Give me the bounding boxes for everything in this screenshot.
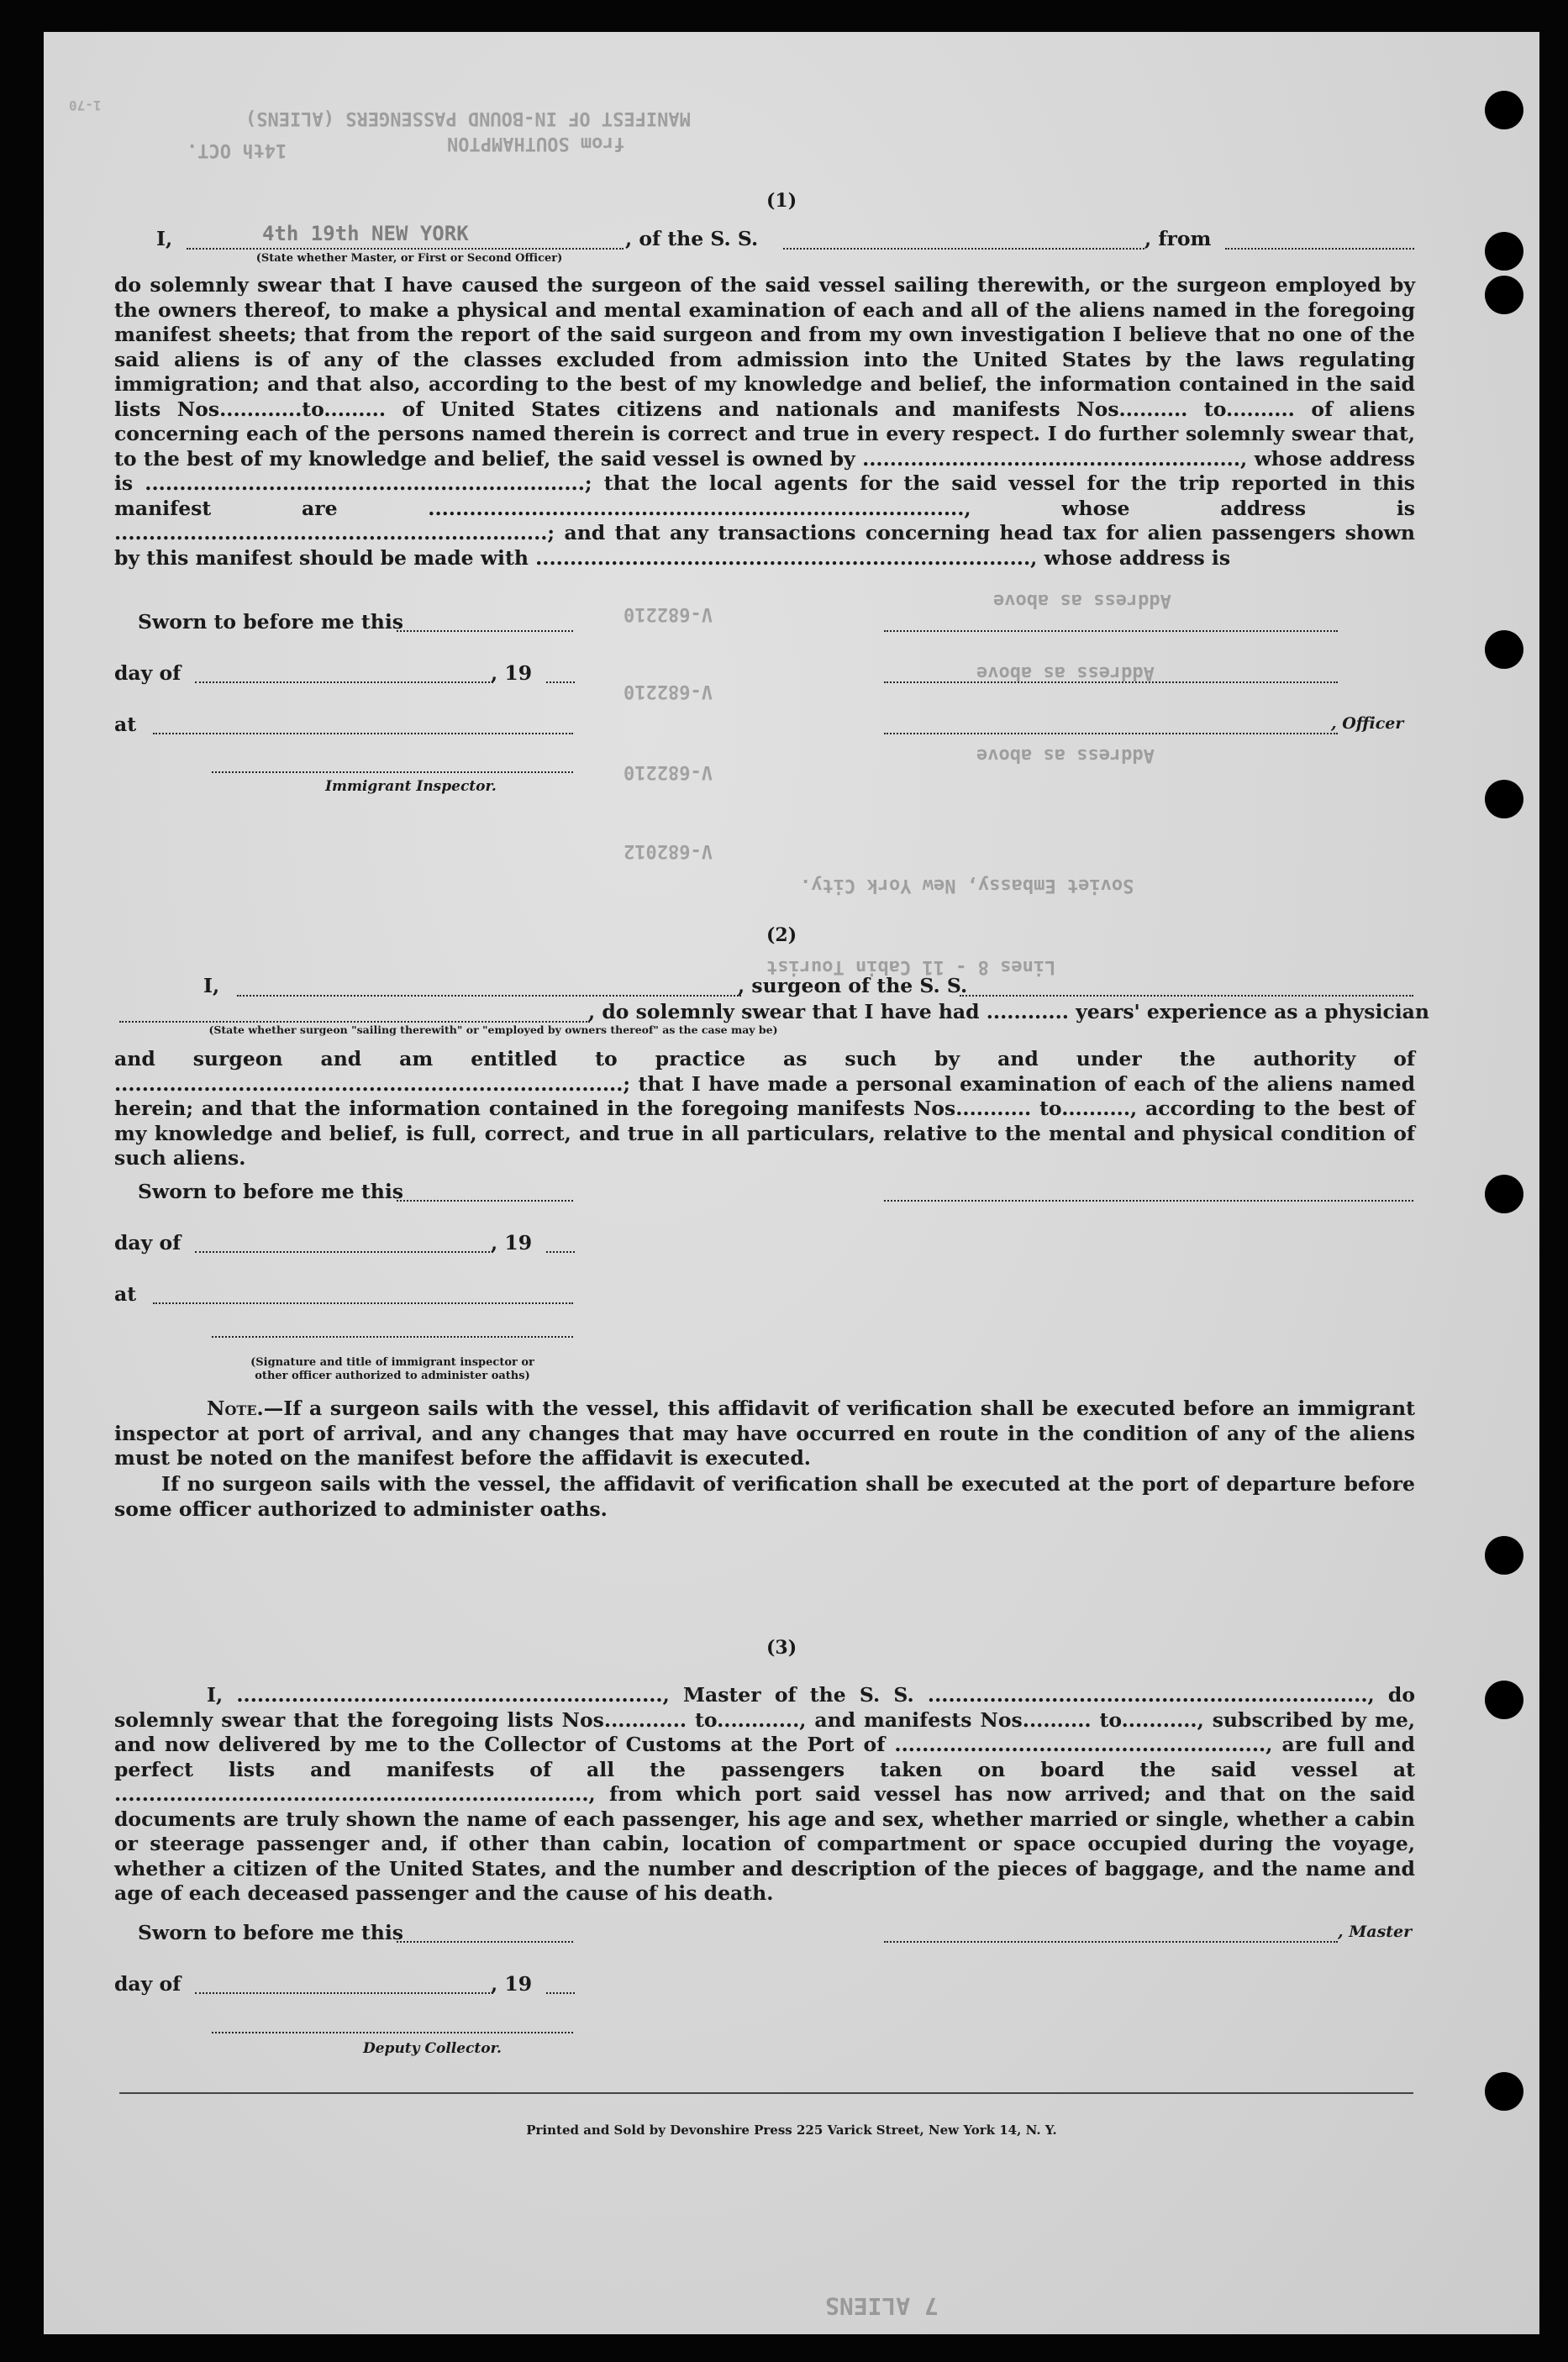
day-of-label-1: day of: [114, 661, 182, 685]
binder-hole: [1485, 780, 1523, 818]
from-port-field[interactable]: [1225, 248, 1414, 250]
officer-title-caption: (State whether Master, or First or Second Officer): [255, 252, 563, 265]
deputy-collector-caption: Deputy Collector.: [363, 2040, 502, 2057]
year-field-3[interactable]: [546, 1992, 575, 1994]
section-2-i-label: I,: [203, 974, 220, 997]
binder-hole: [1485, 232, 1523, 271]
ghost-cabin-lines: Lines 8 - 11 Cabin Tourist: [766, 956, 1056, 977]
surgeon-vessel-field[interactable]: [960, 995, 1413, 997]
binder-hole: [1485, 630, 1523, 669]
surgeon-signature-field[interactable]: [884, 1200, 1413, 1202]
section-2-heading: (2): [766, 924, 797, 946]
day-of-field-3[interactable]: [195, 1992, 493, 1994]
immigrant-inspector-caption: Immigrant Inspector.: [325, 778, 497, 795]
officer-signature-field-1[interactable]: [884, 630, 1338, 632]
surgeon-of-ss-label: , surgeon of the S. S.: [738, 974, 968, 997]
footer-rule: [119, 2092, 1413, 2094]
surgeon-name-field[interactable]: [237, 995, 741, 997]
at-field-1[interactable]: [153, 733, 573, 734]
binder-hole: [1485, 1175, 1523, 1213]
deputy-collector-signature-field[interactable]: [212, 2032, 573, 2033]
inspector-signature-field[interactable]: [212, 771, 573, 773]
sworn-label-3: Sworn to before me this: [138, 1921, 404, 1944]
officer-label: , Officer: [1331, 714, 1404, 733]
section-1-oath-text: do solemnly swear that I have caused the surgeon of the said vessel sailing therewith, or the surgeon employed by the owners thereof, to make a physical and mental examination of each and all of the aliens named in the foregoing manifest sheets; that from the report of the said surgeon and from my own investigation I believe that no one of the said aliens is of any of the classes excluded from admission into the United States by the laws regulating immigration; and that also, according to the best of my knowledge and belief, the information contained in the said lists Nos............to......... of United States citizens and nationals and manifests Nos.......... to.......... of aliens concerning each of the persons named therein is correct and true in every respect. I do further solemnly swear that, to the best of my knowledge and belief, the said vessel is owned by ......................................................., whose address is ................................................................; that the local agents for the said vessel for the trip reported in this manifest are .............................................................................., whose address is ...............................................................; and that any transactions concerning head tax for alien passengers shown by this manifest should be made with ........................................................................, whose address is: [114, 273, 1415, 570]
ghost-visa-number: V-682012: [624, 840, 713, 861]
at-label-1: at: [114, 713, 137, 736]
sworn-label-1: Sworn to before me this: [138, 610, 404, 634]
note-text: —If a surgeon sails with the vessel, this affidavit of verification shall be executed before an immigrant inspector at port of arrival, and any changes that may have occurred en route in the condition of any of the aliens must be noted on the manifest before the affidavit is executed.: [114, 1397, 1415, 1470]
printer-imprint: Printed and Sold by Devonshire Press 225 Varick Street, New York 14, N. Y.: [526, 2123, 1057, 2138]
ghost-visa-number: V-682210: [624, 603, 713, 624]
year-label-3: , 19: [491, 1972, 533, 1996]
note-paragraph: [114, 1397, 1415, 1471]
surgeon-status-field[interactable]: [119, 1021, 590, 1023]
section-1-officer-line: [156, 227, 172, 250]
note-paragraph-2: If no surgeon sails with the vessel, the affidavit of verification shall be executed at the port of departure before some officer authorized to administer oaths.: [114, 1472, 1415, 1521]
ghost-address: Address as above: [976, 662, 1155, 683]
officer-title-field[interactable]: [187, 248, 624, 250]
year-field-2[interactable]: [546, 1251, 575, 1253]
surgeon-status-caption: (State whether surgeon "sailing therewith" or "employed by owners thereof" as the case may be): [208, 1023, 778, 1036]
binder-hole: [1485, 1536, 1523, 1575]
surgeon-oath-line: , do solemnly swear that I have had ............ years' experience as a physician: [588, 1000, 1429, 1023]
sworn-date-field-3[interactable]: [397, 1941, 573, 1943]
officer-signature-field-3[interactable]: [884, 733, 1338, 734]
officer-sig-field-2[interactable]: [212, 1336, 573, 1338]
section-1-heading: (1): [766, 190, 797, 212]
at-field-2[interactable]: [153, 1302, 573, 1304]
ghost-embassy: Soviet Embassy, New York City.: [800, 875, 1134, 896]
vessel-name-field[interactable]: [783, 248, 1144, 250]
ghost-aliens-count: 7 ALIENS: [825, 2292, 939, 2320]
day-of-label-2: day of: [114, 1231, 182, 1255]
at-label-2: at: [114, 1282, 137, 1306]
binder-hole: [1485, 1681, 1523, 1719]
sworn-label-2: Sworn to before me this: [138, 1180, 404, 1203]
ghost-address: Address as above: [993, 590, 1171, 611]
typed-officer-date: 4th 19th NEW YORK: [262, 222, 469, 245]
section-2-oath-text: and surgeon and am entitled to practice as such by and under the authority of ..........................................................................; that I have made a personal examination of each of the aliens named herein; and that the information contained in the foregoing manifests Nos........... to.........., according to the best of my knowledge and belief, is full, correct, and true in all particulars, relative to the mental and physical condition of such aliens.: [114, 1047, 1415, 1170]
master-label: , Master: [1338, 1923, 1413, 1941]
binder-hole: [1485, 276, 1523, 314]
section-3-oath-text: I, .............................................................., Master of the S. S. ................................................................, do solemnly swear that the foregoing lists Nos............ to............, and manifests Nos.......... to..........., subscribed by me, and now delivered by me to the Collector of Customs at the Port of ......................................................, are full and perfect lists and manifests of all the passengers taken on board the said vessel at ....................................................................., from which port said vessel has now arrived; and that on the said documents are truly shown the name of each passenger, his age and sex, whether married or single, whether a cabin or steerage passenger and, if other than cabin, location of compartment or space occupied during the voyage, whether a citizen of the United States, and the number and description of the pieces of baggage, and the name and age of each deceased passenger and the cause of his death.: [114, 1683, 1415, 1905]
year-label-2: , 19: [491, 1231, 533, 1255]
binder-hole: [1485, 2072, 1523, 2111]
binder-hole: [1485, 91, 1523, 129]
manifest-back-page: [44, 32, 1539, 2334]
note-label: Note.: [207, 1397, 264, 1420]
ghost-header-title: MANIFEST OF IN-BOUND PASSENGERS (ALIENS): [245, 108, 691, 129]
ghost-visa-number: V-682210: [624, 761, 713, 782]
ghost-header-date: 14th OCT.: [187, 139, 287, 160]
ghost-form-number: 1-70: [69, 97, 102, 113]
ghost-address: Address as above: [976, 744, 1155, 765]
of-the-ss-label: , of the S. S.: [625, 227, 759, 250]
from-label: , from: [1144, 227, 1212, 250]
officer-sig-caption-2: other officer authorized to administer oaths): [255, 1370, 530, 1382]
ghost-visa-number: V-682210: [624, 681, 713, 702]
section-3-heading: (3): [766, 1637, 797, 1659]
sworn-date-field-2[interactable]: [397, 1200, 573, 1202]
day-of-field-1[interactable]: [195, 681, 493, 683]
ghost-header-from: from SOUTHAMPTON: [447, 133, 625, 154]
i-label: I,: [156, 227, 173, 250]
year-field-1[interactable]: [546, 681, 575, 683]
day-of-label-3: day of: [114, 1972, 182, 1996]
day-of-field-2[interactable]: [195, 1251, 493, 1253]
officer-sig-caption-1: (Signature and title of immigrant inspector or: [250, 1356, 534, 1369]
sworn-date-field-1[interactable]: [397, 630, 573, 632]
master-signature-field[interactable]: [884, 1941, 1338, 1943]
year-label-1: , 19: [491, 661, 533, 685]
